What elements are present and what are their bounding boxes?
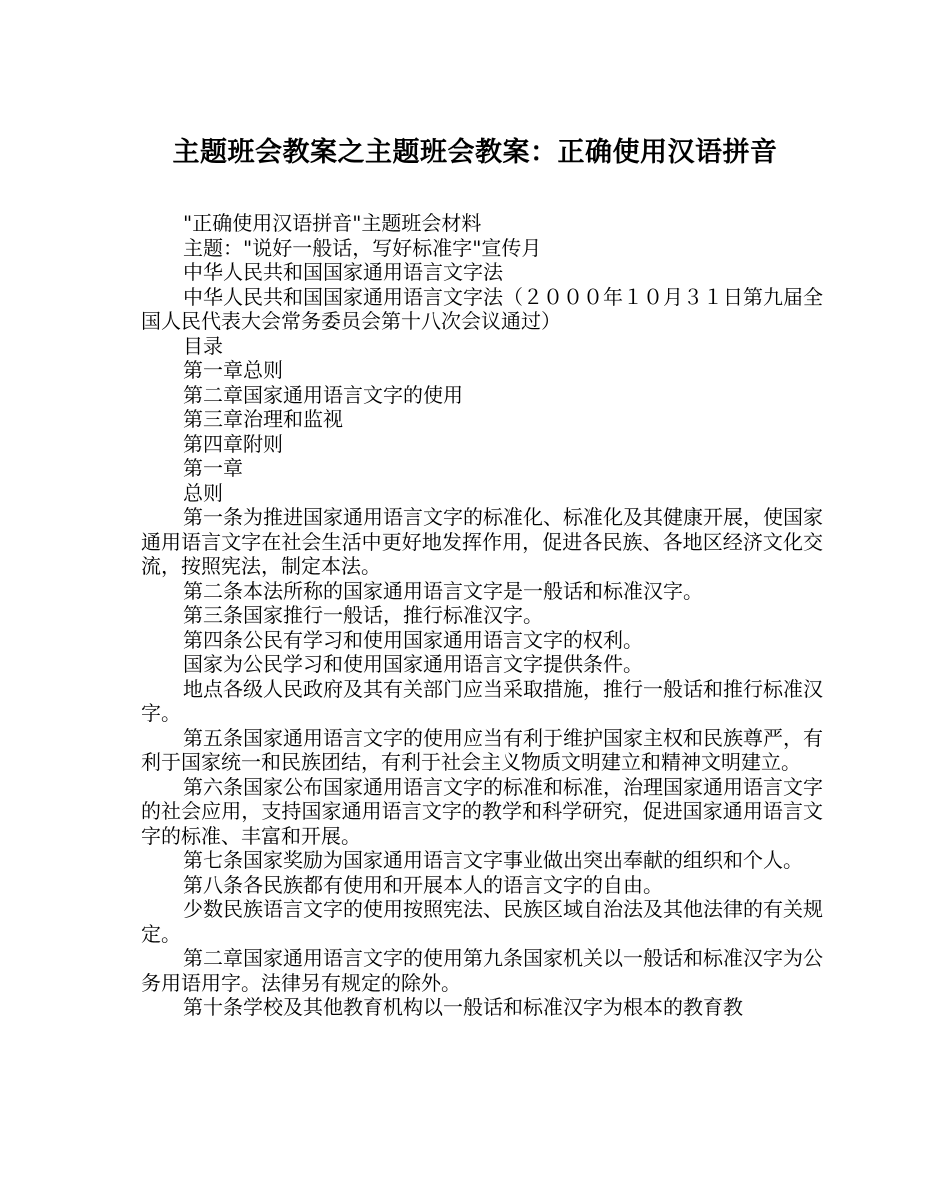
paragraph: 第二章国家通用语言文字的使用第九条国家机关以一般话和标准汉字为公务用语用字。法律另有规定的除外。	[141, 946, 823, 995]
paragraph: 第一章总则	[183, 358, 283, 382]
paragraph: 第一章	[183, 456, 243, 480]
paragraph: 第七条国家奖励为国家通用语言文字事业做出突出奉献的组织和个人。	[183, 848, 803, 872]
paragraph: 目录	[183, 333, 223, 358]
paragraph: 地点各级人民政府及其有关部门应当采取措施，推行一般话和推行标准汉字。	[141, 676, 823, 725]
paragraph: 第八条各民族都有使用和开展本人的语言文字的自由。	[183, 872, 663, 897]
paragraph: 国家为公民学习和使用国家通用语言文字提供条件。	[183, 652, 643, 676]
paragraph: "正确使用汉语拼音"主题班会材料	[183, 211, 482, 235]
paragraph: 第十条学校及其他教育机构以一般话和标准汉字为根本的教育教	[183, 995, 743, 1019]
paragraph: 少数民族语言文字的使用按照宪法、民族区域自治法及其他法律的有关规定。	[141, 897, 823, 946]
document-body	[141, 211, 823, 1020]
paragraph: 第五条国家通用语言文字的使用应当有利于维护国家主权和民族尊严，有利于国家统一和民族团结，有利于社会主义物质文明建立和精神文明建立。	[141, 725, 823, 774]
paragraph: 第四条公民有学习和使用国家通用语言文字的权利。	[183, 627, 643, 652]
paragraph: 第二章国家通用语言文字的使用	[183, 382, 463, 407]
paragraph: 第六条国家公布国家通用语言文字的标准和标准，治理国家通用语言文字的社会应用，支持国家通用语言文字的教学和科学研究，促进国家通用语言文字的标准、丰富和开展。	[141, 774, 823, 848]
paragraph: 主题："说好一般话，写好标准字"宣传月	[183, 235, 542, 260]
paragraph: 第二条本法所称的国家通用语言文字是一般话和标准汉字。	[183, 578, 703, 603]
paragraph: 第三条国家推行一般话，推行标准汉字。	[183, 603, 543, 627]
paragraph: 中华人民共和国国家通用语言文字法（２０００年１０月３１日第九届全国人民代表大会常务委员会第十八次会议通过）	[141, 284, 823, 333]
document-title: 主题班会教案之主题班会教案：正确使用汉语拼音	[172, 137, 778, 168]
paragraph: 总则	[183, 480, 223, 505]
paragraph: 第一条为推进国家通用语言文字的标准化、标准化及其健康开展，使国家通用语言文字在社会生活中更好地发挥作用，促进各民族、各地区经济文化交流，按照宪法，制定本法。	[141, 505, 823, 578]
paragraph: 中华人民共和国国家通用语言文字法	[183, 260, 503, 284]
paragraph: 第三章治理和监视	[183, 407, 343, 431]
paragraph: 第四章附则	[183, 431, 283, 456]
